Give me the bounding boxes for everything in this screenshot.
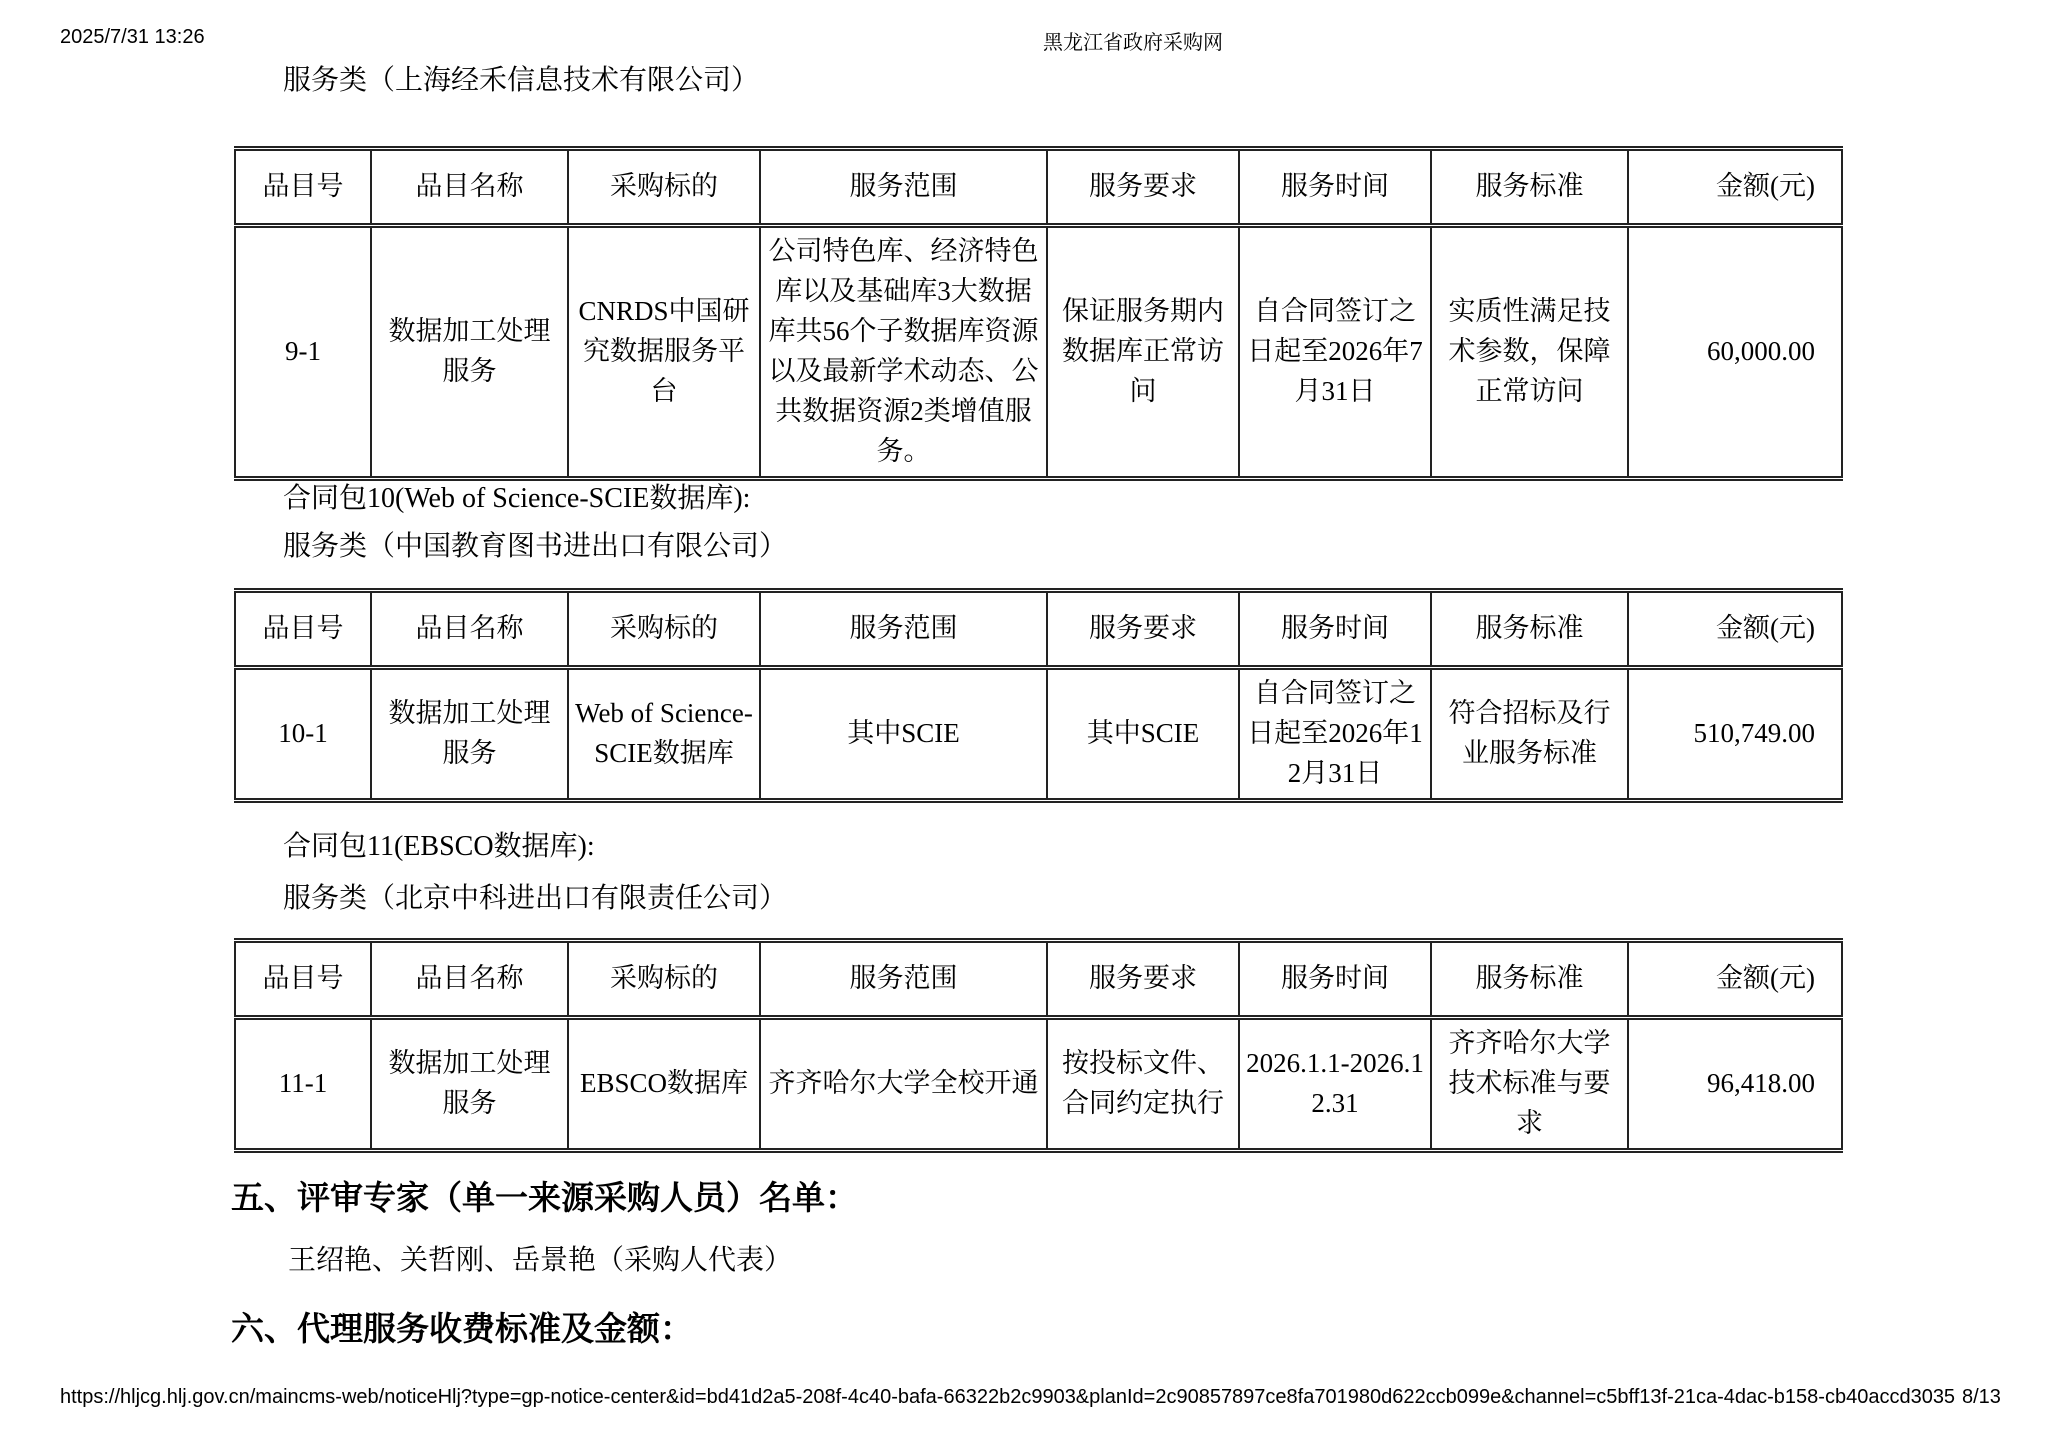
package-10-heading: 合同包10(Web of Science-SCIE数据库): [283,483,751,514]
cell-amount: 96,418.00 [1628,1018,1842,1151]
col-header-service-requirement: 服务要求 [1047,941,1239,1018]
print-footer-url: https://hljcg.hlj.gov.cn/maincms-web/noticeHlj?type=gp-notice-center&id=bd41d2a5-208f-4c40-bafa-66322b2c9903&planId=2c90857897ce8fa701980d622ccb099e&channel=c5bff13f-21ca-4dac-b158-cb40accd3035 [60,1386,1956,1408]
col-header-service-scope: 服务范围 [760,941,1047,1018]
col-header-service-requirement: 服务要求 [1047,591,1239,668]
cell-item-no: 9-1 [235,226,371,479]
cell-service-scope: 齐齐哈尔大学全校开通 [760,1018,1047,1151]
cell-service-requirement: 其中SCIE [1047,668,1239,801]
cell-amount: 510,749.00 [1628,668,1842,801]
cell-procurement-target: EBSCO数据库 [568,1018,760,1151]
col-header-procurement-target: 采购标的 [568,941,760,1018]
col-header-amount: 金额(元) [1628,591,1842,668]
table-row [235,668,1842,801]
cell-service-time: 自合同签订之日起至2026年12月31日 [1239,668,1431,801]
col-header-service-standard: 服务标准 [1431,591,1628,668]
cell-service-standard: 符合招标及行业服务标准 [1431,668,1628,801]
print-page-number: 8/13 [1962,1386,2001,1408]
print-datetime: 2025/7/31 13:26 [60,26,205,48]
col-header-service-time: 服务时间 [1239,149,1431,226]
cell-service-time: 自合同签订之日起至2026年7月31日 [1239,226,1431,479]
col-header-item-no: 品目号 [235,591,371,668]
table-row [235,1018,1842,1151]
section-5-names: 王绍艳、关哲刚、岳景艳（采购人代表） [288,1245,793,1276]
cell-service-scope: 其中SCIE [760,668,1047,801]
package-11-heading: 合同包11(EBSCO数据库): [283,831,595,862]
col-header-service-time: 服务时间 [1239,941,1431,1018]
table-header-row [235,941,1842,1018]
package-9-table [234,146,1843,481]
col-header-amount: 金额(元) [1628,149,1842,226]
col-header-item-no: 品目号 [235,941,371,1018]
table-header-row [235,149,1842,226]
supplier-line-pkg9: 服务类（上海经禾信息技术有限公司） [283,65,760,96]
section-5-heading: 五、评审专家（单一来源采购人员）名单： [231,1181,858,1217]
col-header-amount: 金额(元) [1628,941,1842,1018]
cell-service-time: 2026.1.1-2026.12.31 [1239,1018,1431,1151]
cell-service-standard: 实质性满足技术参数，保障正常访问 [1431,226,1628,479]
cell-procurement-target: Web of Science-SCIE数据库 [568,668,760,801]
cell-item-name: 数据加工处理服务 [371,1018,568,1151]
cell-service-scope: 公司特色库、经济特色库以及基础库3大数据库共56个子数据库资源以及最新学术动态、公共数据资源2类增值服务。 [760,226,1047,479]
supplier-line-pkg11: 服务类（北京中科进出口有限责任公司） [283,883,788,914]
col-header-item-name: 品目名称 [371,149,568,226]
col-header-service-requirement: 服务要求 [1047,149,1239,226]
col-header-service-standard: 服务标准 [1431,149,1628,226]
supplier-line-pkg10: 服务类（中国教育图书进出口有限公司） [283,531,788,562]
cell-procurement-target: CNRDS中国研究数据服务平台 [568,226,760,479]
col-header-service-time: 服务时间 [1239,591,1431,668]
cell-item-no: 10-1 [235,668,371,801]
col-header-service-standard: 服务标准 [1431,941,1628,1018]
col-header-procurement-target: 采购标的 [568,149,760,226]
table-header-row [235,591,1842,668]
package-10-table [234,588,1843,803]
cell-service-requirement: 按投标文件、合同约定执行 [1047,1018,1239,1151]
cell-amount: 60,000.00 [1628,226,1842,479]
package-11-table [234,938,1843,1153]
section-6-heading: 六、代理服务收费标准及金额： [231,1312,693,1348]
cell-item-name: 数据加工处理服务 [371,668,568,801]
cell-item-no: 11-1 [235,1018,371,1151]
col-header-procurement-target: 采购标的 [568,591,760,668]
col-header-item-no: 品目号 [235,149,371,226]
col-header-item-name: 品目名称 [371,591,568,668]
col-header-item-name: 品目名称 [371,941,568,1018]
cell-service-requirement: 保证服务期内数据库正常访问 [1047,226,1239,479]
cell-service-standard: 齐齐哈尔大学技术标准与要求 [1431,1018,1628,1151]
table-row [235,226,1842,479]
col-header-service-scope: 服务范围 [760,149,1047,226]
col-header-service-scope: 服务范围 [760,591,1047,668]
cell-item-name: 数据加工处理服务 [371,226,568,479]
print-site-title: 黑龙江省政府采购网 [1043,32,1223,54]
